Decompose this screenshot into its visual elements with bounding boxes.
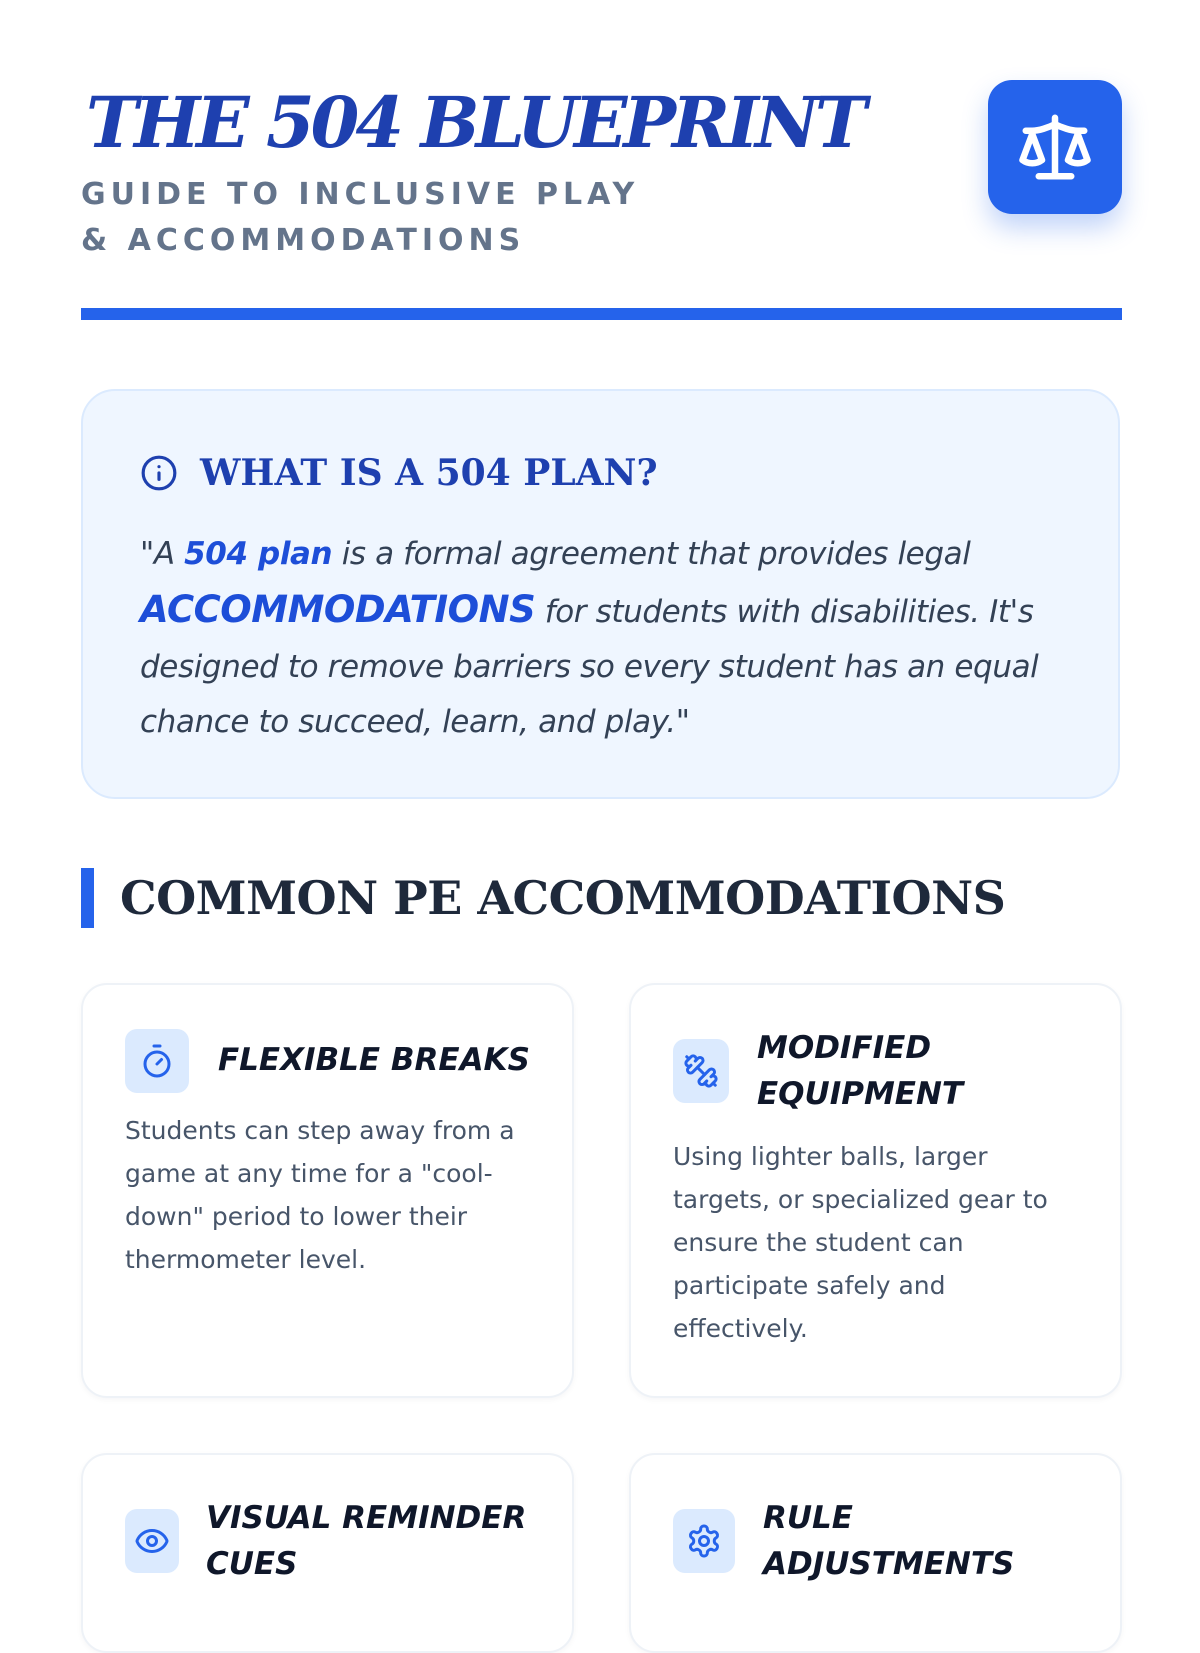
section-heading: COMMON PE ACCOMMODATIONS [120,871,1006,925]
card-title: VISUAL REMINDER CUES [206,1500,527,1582]
info-text-start: "A [140,536,185,572]
stopwatch-icon [139,1043,175,1079]
eye-icon [134,1523,170,1559]
info-description [140,527,1070,750]
page-title: THE 504 BLUEPRINT [86,81,864,164]
card-title: RULE ADJUSTMENTS [763,1500,1015,1582]
info-heading: WHAT IS A 504 PLAN? [200,452,658,494]
card-icon-tile [673,1039,729,1103]
card-icon-tile [125,1029,189,1093]
card-description: Using lighter balls, larger targets, or specialized gear to ensure the student can participate safely and effectively. [673,1142,1048,1343]
accommodation-card-visual-reminder-cues [81,1453,574,1653]
scale-icon [1016,108,1094,186]
accommodation-card-flexible-breaks [81,983,574,1398]
logo-badge [988,80,1122,214]
highlight-accommodations: ACCOMMODATIONS [140,588,536,631]
card-title: MODIFIED EQUIPMENT [757,1030,964,1112]
card-icon-tile [125,1509,179,1573]
highlight-504-plan: 504 plan [184,536,333,572]
card-description: Students can step away from a game at any time for a "cool-down" period to lower their thermometer level. [125,1116,515,1274]
info-icon [140,454,178,492]
accommodation-card-modified-equipment [629,983,1122,1398]
info-text-end: for students with disabilities. It's designed to remove barriers so every student has an equal chance to succeed, learn, and play." [140,594,1039,740]
info-text-middle: is a formal agreement that provides legal [332,536,971,572]
card-title: FLEXIBLE BREAKS [218,1042,530,1078]
card-icon-tile [673,1509,735,1573]
header-divider [81,308,1122,320]
section-accent-bar [81,868,94,928]
dumbbell-icon [683,1053,719,1089]
info-box [81,389,1120,799]
accommodation-card-rule-adjustments [629,1453,1122,1653]
page-subtitle: GUIDE TO INCLUSIVE PLAY & ACCOMMODATIONS [81,177,640,258]
gear-icon [686,1523,722,1559]
